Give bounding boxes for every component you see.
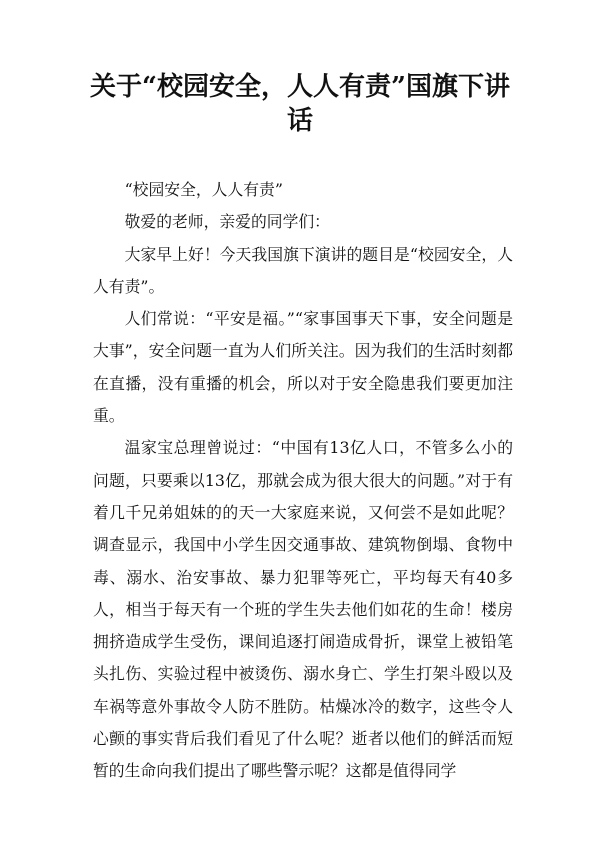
document-title: 关于“校园安全，人人有责”国旗下讲话 [90,72,510,136]
paragraph-subtitle: “校园安全，人人有责” [124,180,283,199]
paragraph-statistics: 温家宝总理曾说过：“中国有13亿人口，不管多么小的问题，只要乘以13亿，那就会成为很大很大的问题。”对于有着几千兄弟姐妹的的天一大家庭来说，又何尝不是如此呢？调查显示，我国中小学生因交通事故、建筑物倒塌、食物中毒、溺水、治安事故、暴力犯罪等死亡，平均每天有40多人，相当于每天有一个班的学生失去他们如花的生命！楼房拥挤造成学生受伤，课间追逐打闹造成骨折，课堂上被铅笔头扎伤、实验过程中被烫伤、溺水身亡、学生打架斗殴以及车祸等意外事故令人防不胜防。枯燥冰冷的数字，这些令人心颤的事实背后我们看见了什么呢？逝者以他们的鲜活而短暂的生命向我们提出了哪些警示呢？这都是值得同学 [93,438,513,781]
document-body [93,174,513,788]
paragraph-safety-saying: 人们常说：“平安是福。”“家事国事天下事，安全问题是大事”，安全问题一直为人们所关注。因为我们的生活时刻都在直播，没有重播的机会，所以对于安全隐患我们要更加注重。 [93,309,513,426]
paragraph-opening: 大家早上好！今天我国旗下演讲的题目是“校园安全，人人有责”。 [93,244,513,296]
paragraph-greeting: 敬爱的老师，亲爱的同学们： [124,212,330,232]
